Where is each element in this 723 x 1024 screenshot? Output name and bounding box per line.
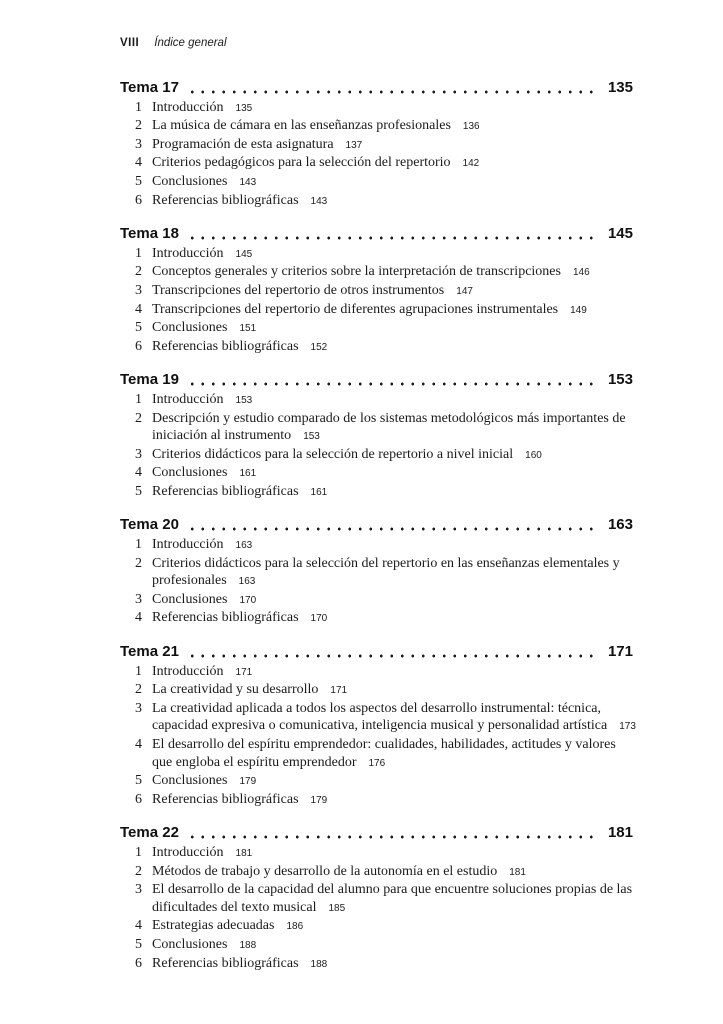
toc-item-number: 1 <box>135 245 142 261</box>
toc-section-heading <box>120 516 633 534</box>
toc-item-page-number: 185 <box>328 902 346 914</box>
toc-item <box>120 663 633 682</box>
toc-item <box>120 173 633 192</box>
section-items <box>120 536 633 628</box>
toc-item-body <box>152 483 633 502</box>
toc-item-page-number: 153 <box>235 394 253 406</box>
toc-item-page-number: 170 <box>310 613 328 625</box>
toc-section-heading <box>120 225 633 243</box>
toc-item-body <box>152 591 633 610</box>
toc-item-text-line: Descripción y estudio comparado de los sistemas metodológicos más importantes de <box>152 410 626 426</box>
toc-item-title <box>152 937 227 952</box>
toc-item-body <box>152 245 633 264</box>
toc-item-page-number: 147 <box>456 285 473 297</box>
toc-item-number: 6 <box>135 338 142 354</box>
section-title: Tema 18 <box>120 225 179 243</box>
toc-item <box>120 955 633 974</box>
dot-leader <box>187 527 600 531</box>
toc-item-page-number: 181 <box>235 847 253 859</box>
toc-item-body <box>152 863 633 882</box>
toc-item-page-number: 173 <box>619 721 636 733</box>
toc-item <box>120 282 633 301</box>
toc-item-text-line: Referencias bibliográficas <box>152 192 299 208</box>
toc-item-number: 3 <box>135 282 142 298</box>
section-title: Tema 20 <box>120 516 179 534</box>
toc-section-heading <box>120 79 633 97</box>
toc-item <box>120 681 633 700</box>
section-items <box>120 663 636 810</box>
toc-item-page-number: 188 <box>239 939 257 951</box>
toc-item-body <box>152 681 633 700</box>
toc-item-title <box>152 118 451 133</box>
toc-item-text-line: Conclusiones <box>152 773 228 789</box>
toc-item-body <box>152 881 633 917</box>
toc-item-text-line: Conclusiones <box>152 465 228 481</box>
section-page-number: 135 <box>607 79 633 96</box>
toc-item-text-line: Criterios didácticos para la selección de repertorio a nivel inicial <box>152 446 514 462</box>
toc-item-number: 6 <box>135 955 142 971</box>
toc-item <box>120 446 633 465</box>
toc-item-text-line: que engloba el espíritu emprendedor <box>152 754 357 770</box>
dot-leader <box>187 654 600 658</box>
toc-item-title <box>152 592 227 607</box>
toc-section <box>120 824 633 973</box>
toc-item-number: 1 <box>135 537 142 553</box>
section-page-number: 163 <box>607 516 633 534</box>
toc-item-body <box>152 936 633 955</box>
toc-item-title <box>152 283 444 298</box>
toc-item-body <box>152 736 633 772</box>
toc-item-number: 2 <box>135 264 142 280</box>
toc-item-title <box>152 465 227 480</box>
toc-item-body <box>152 446 633 465</box>
toc-item-title <box>152 773 227 788</box>
toc-item-number: 5 <box>135 773 142 789</box>
toc-item-title <box>152 845 224 860</box>
section-items <box>120 844 633 973</box>
toc-item-title <box>152 956 299 971</box>
toc-item-body <box>152 136 633 155</box>
toc-item-title <box>152 302 558 317</box>
toc-item-text-line: El desarrollo de la capacidad del alumno para que encuentre soluciones propias de las <box>152 882 633 898</box>
toc-item-title <box>152 392 224 407</box>
toc-item <box>120 917 633 936</box>
section-page-number: 181 <box>607 824 633 842</box>
toc-item-body <box>152 173 633 192</box>
toc-item-page-number: 137 <box>345 139 363 151</box>
folio-page-number: VIII <box>120 37 140 49</box>
toc-item-number: 4 <box>135 610 142 626</box>
toc-item-page-number: 188 <box>310 958 328 970</box>
toc-item-body <box>152 319 633 338</box>
toc-item-text-line: Conclusiones <box>152 591 228 607</box>
section-page-number: 171 <box>607 643 633 661</box>
toc-item-body <box>152 555 633 591</box>
toc-item-title <box>152 556 620 589</box>
toc-item-page-number: 153 <box>303 431 320 443</box>
toc-item <box>120 863 633 882</box>
toc-item-body <box>152 700 636 736</box>
toc-item-number: 5 <box>135 483 142 499</box>
toc-item-page-number: 176 <box>368 757 386 769</box>
toc-item-number: 4 <box>135 737 142 752</box>
toc-item-text-line: Referencias bibliográficas <box>152 610 299 626</box>
toc-item-number: 4 <box>135 465 142 481</box>
toc-item <box>120 410 633 446</box>
toc-list <box>120 79 636 973</box>
toc-item-number: 6 <box>135 791 142 807</box>
toc-item-text-line: Conclusiones <box>152 936 228 952</box>
toc-item-text-line: Programación de esta asignatura <box>152 136 334 152</box>
toc-item-body <box>152 663 633 682</box>
toc-item-text-line: Referencias bibliográficas <box>152 338 299 354</box>
toc-item-number: 4 <box>135 918 142 934</box>
toc-item-page-number: 181 <box>509 866 526 878</box>
toc-item-text-line: Métodos de trabajo y desarrollo de la autonomía en el estudio <box>152 863 498 879</box>
toc-item-title <box>152 792 299 807</box>
section-items <box>120 391 633 502</box>
toc-item-text-line: Referencias bibliográficas <box>152 955 299 971</box>
toc-item-number: 1 <box>135 99 142 115</box>
toc-item <box>120 192 633 211</box>
toc-item-title <box>152 174 227 189</box>
toc-item-text-line: Transcripciones del repertorio de diferentes agrupaciones instrumentales <box>152 301 559 317</box>
toc-item-number: 2 <box>135 555 142 571</box>
toc-item-number: 6 <box>135 192 142 208</box>
toc-item-body <box>152 791 633 810</box>
toc-item-number: 3 <box>135 882 142 898</box>
toc-item-number: 1 <box>135 391 142 407</box>
toc-item <box>120 464 633 483</box>
toc-item <box>120 319 633 338</box>
toc-item-number: 3 <box>135 446 142 462</box>
toc-item-text-line: Introducción <box>152 99 224 115</box>
toc-item-title <box>152 701 607 734</box>
toc-item-text-line: La música de cámara en las enseñanzas profesionales <box>152 118 451 134</box>
toc-item-text-line: profesionales <box>152 573 227 589</box>
toc-item-body <box>152 917 633 936</box>
toc-item-text-line: dificultades del texto musical <box>152 899 317 915</box>
toc-item-title <box>152 100 224 115</box>
toc-section <box>120 79 633 210</box>
toc-item-text-line: Conclusiones <box>152 173 228 189</box>
toc-item-title <box>152 484 299 499</box>
toc-item-text-line: La creatividad aplicada a todos los aspectos del desarrollo instrumental: técnica, <box>152 700 601 716</box>
toc-item <box>120 881 633 917</box>
toc-item-title <box>152 155 451 170</box>
toc-item-text-line: iniciación al instrumento <box>152 428 292 444</box>
toc-item <box>120 700 636 736</box>
toc-item-page-number: 146 <box>572 267 590 279</box>
section-page-number: 145 <box>607 225 633 243</box>
toc-item-number: 2 <box>135 118 142 134</box>
section-page-number: 153 <box>607 371 633 389</box>
toc-item-title <box>152 610 299 625</box>
toc-item-page-number: 143 <box>239 176 257 188</box>
dot-leader <box>187 382 600 386</box>
toc-item-body <box>152 955 633 974</box>
toc-item-title <box>152 882 632 915</box>
toc-item-page-number: 151 <box>239 323 257 335</box>
toc-item-body <box>152 772 633 791</box>
toc-item <box>120 555 633 591</box>
toc-section <box>120 225 633 356</box>
section-title: Tema 19 <box>120 371 179 389</box>
section-title: Tema 22 <box>120 824 179 842</box>
dot-leader <box>187 835 600 839</box>
toc-section-heading <box>120 643 633 661</box>
toc-item-title <box>152 682 318 697</box>
toc-item-body <box>152 844 633 863</box>
toc-item-body <box>152 263 633 282</box>
toc-item <box>120 536 633 555</box>
toc-item-body <box>152 301 633 320</box>
toc-item-page-number: 142 <box>462 158 480 170</box>
toc-item-text-line: Criterios pedagógicos para la selección del repertorio <box>152 155 451 171</box>
toc-item-text-line: Criterios didácticos para la selección del repertorio en las enseñanzas elementales y <box>152 555 620 571</box>
toc-item <box>120 136 633 155</box>
toc-item-text-line: Referencias bibliográficas <box>152 483 299 499</box>
toc-item-text-line: Referencias bibliográficas <box>152 791 299 807</box>
toc-item-text-line: La creatividad y su desarrollo <box>152 682 319 698</box>
toc-item-page-number: 171 <box>235 666 253 678</box>
toc-item <box>120 117 633 136</box>
toc-item <box>120 772 633 791</box>
section-items <box>120 99 633 211</box>
toc-item-number: 3 <box>135 700 142 716</box>
toc-item <box>120 591 633 610</box>
toc-item-text-line: Conceptos generales y criterios sobre la interpretación de transcripciones <box>152 264 561 280</box>
toc-item-number: 3 <box>135 136 142 152</box>
toc-item-number: 4 <box>135 301 142 317</box>
toc-item-number: 2 <box>135 682 142 698</box>
toc-item-text-line: El desarrollo del espíritu emprendedor: cualidades, habilidades, actitudes y valores <box>152 737 616 752</box>
toc-item-number: 5 <box>135 936 142 952</box>
section-items <box>120 245 633 357</box>
toc-item-body <box>152 192 633 211</box>
toc-item-body <box>152 282 633 301</box>
toc-item <box>120 936 633 955</box>
section-title: Tema 21 <box>120 643 179 661</box>
toc-item-page-number: 186 <box>286 921 304 933</box>
toc-section-heading <box>120 824 633 842</box>
toc-item-title <box>152 918 274 933</box>
toc-item <box>120 99 633 118</box>
toc-item <box>120 301 633 320</box>
toc-item <box>120 844 633 863</box>
toc-item-text-line: Introducción <box>152 663 224 679</box>
toc-item <box>120 736 633 772</box>
toc-item-body <box>152 99 633 118</box>
toc-item-title <box>152 246 224 261</box>
toc-item-body <box>152 117 633 136</box>
toc-item-body <box>152 410 633 446</box>
dot-leader <box>187 236 600 240</box>
toc-item-text-line: Introducción <box>152 537 224 553</box>
toc-item <box>120 391 633 410</box>
dot-leader <box>187 90 600 94</box>
toc-item-page-number: 143 <box>310 195 328 207</box>
toc-item-number: 5 <box>135 320 142 336</box>
toc-item-page-number: 145 <box>235 248 253 260</box>
toc-item-text-line: Conclusiones <box>152 320 228 336</box>
toc-item-title <box>152 320 227 335</box>
toc-item-page-number: 160 <box>525 449 542 461</box>
toc-item-title <box>152 339 299 354</box>
toc-item-number: 3 <box>135 591 142 607</box>
toc-item-body <box>152 536 633 555</box>
toc-item-text-line: Transcripciones del repertorio de otros instrumentos <box>152 282 445 298</box>
toc-item-title <box>152 864 497 879</box>
toc-section-heading <box>120 371 633 389</box>
toc-item-body <box>152 391 633 410</box>
toc-item <box>120 338 633 357</box>
toc-item <box>120 263 633 282</box>
toc-item-number: 1 <box>135 844 142 860</box>
toc-item-title <box>152 193 299 208</box>
toc-section <box>120 643 636 809</box>
toc-item-text-line: Introducción <box>152 245 224 261</box>
toc-item-title <box>152 264 561 279</box>
toc-item-page-number: 179 <box>310 794 328 806</box>
toc-item-body <box>152 154 633 173</box>
toc-item-body <box>152 609 633 628</box>
toc-item <box>120 791 633 810</box>
toc-item <box>120 483 633 502</box>
toc-item-page-number: 171 <box>330 685 348 697</box>
toc-item-title <box>152 664 224 679</box>
toc-item-page-number: 149 <box>570 304 587 316</box>
toc-item-text-line: Introducción <box>152 844 224 860</box>
toc-item-page-number: 179 <box>239 776 257 788</box>
toc-item <box>120 609 633 628</box>
toc-item-number: 5 <box>135 173 142 189</box>
running-head <box>120 36 633 50</box>
section-title: Tema 17 <box>120 79 179 96</box>
toc-item-body <box>152 338 633 357</box>
toc-item-number: 2 <box>135 863 142 879</box>
running-head-title: Índice general <box>154 37 227 49</box>
toc-item-page-number: 136 <box>462 121 480 133</box>
toc-section <box>120 371 633 501</box>
toc-item-page-number: 170 <box>239 594 257 606</box>
toc-item-text-line: Introducción <box>152 391 224 407</box>
toc-item-page-number: 163 <box>238 576 256 588</box>
toc-item-text-line: capacidad expresiva o comunicativa, inteligencia musical y personalidad artística <box>152 718 608 734</box>
toc-section <box>120 516 633 628</box>
toc-item <box>120 245 633 264</box>
toc-item-number: 1 <box>135 663 142 679</box>
toc-item-number: 4 <box>135 155 142 171</box>
toc-item-title <box>152 447 513 462</box>
toc-item-body <box>152 464 633 483</box>
toc-item-title <box>152 411 626 444</box>
toc-item-number: 2 <box>135 410 142 426</box>
toc-item-title <box>152 537 224 552</box>
toc-item-text-line: Estrategias adecuadas <box>152 918 275 934</box>
toc-item-page-number: 163 <box>235 540 253 552</box>
toc-item <box>120 154 633 173</box>
toc-item-page-number: 135 <box>235 102 253 114</box>
toc-item-title <box>152 137 334 152</box>
toc-item-page-number: 152 <box>310 341 328 353</box>
toc-item-page-number: 161 <box>310 486 328 498</box>
toc-item-page-number: 161 <box>239 468 257 480</box>
